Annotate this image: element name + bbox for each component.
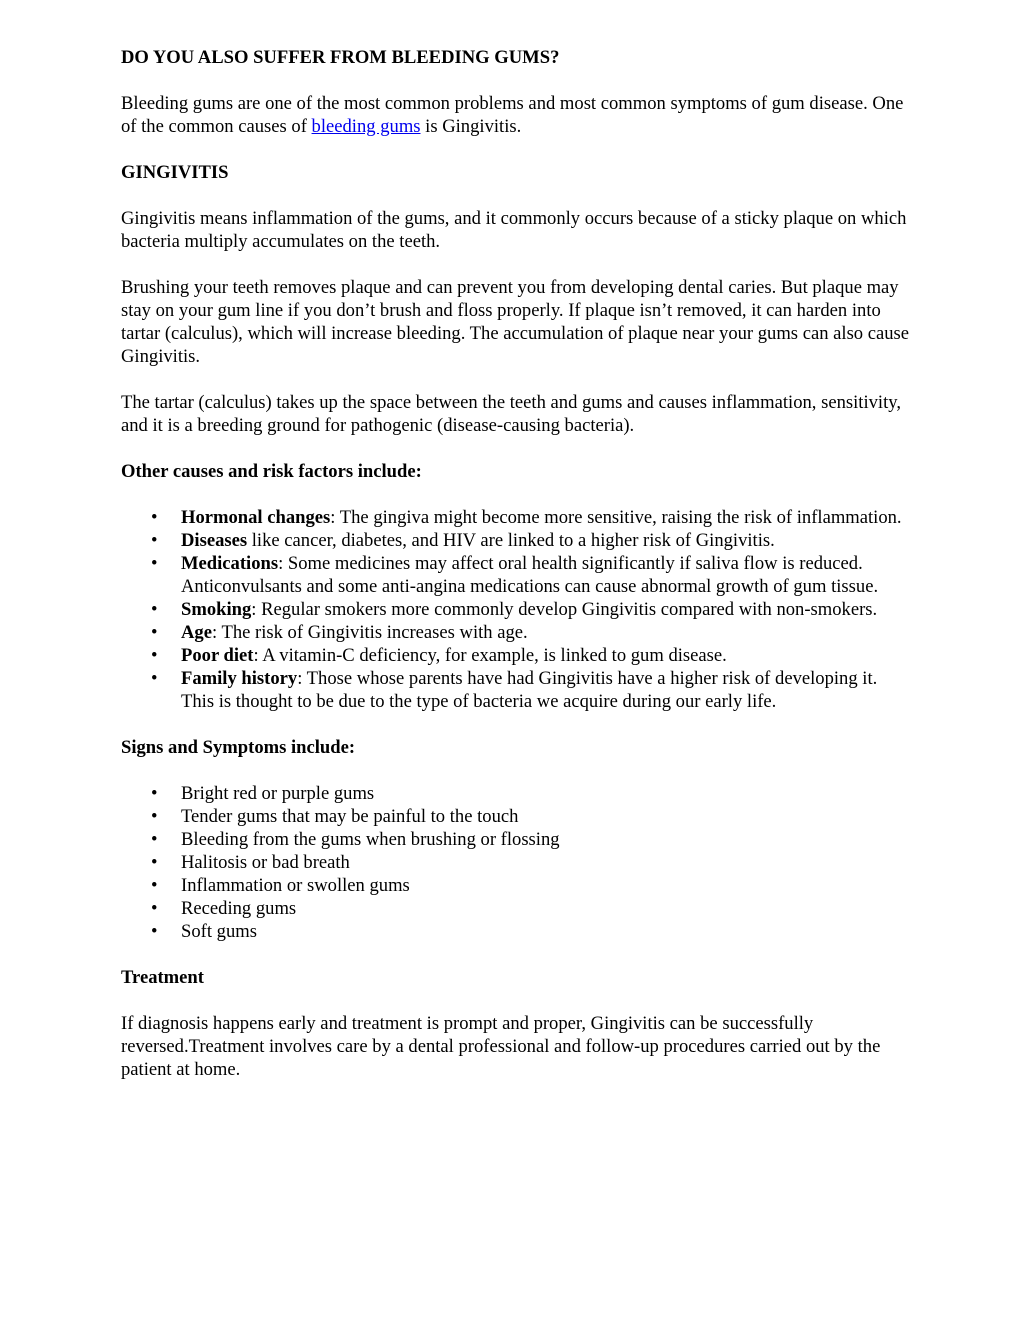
- bullet-icon: •: [151, 553, 158, 574]
- cause-term: Family history: [181, 668, 298, 689]
- signs-list: [121, 782, 911, 943]
- signs-heading: Signs and Symptoms include:: [121, 737, 356, 758]
- cause-text: : The gingiva might become more sensitive, raising the risk of inflammation.: [330, 507, 902, 528]
- list-item: [121, 506, 911, 529]
- cause-text: : Some medicines may affect oral health significantly if saliva flow is reduced. Anticonvulsants and some anti-angina medications can cause abnormal growth of gum tissue.: [181, 553, 879, 597]
- list-item: [121, 598, 911, 621]
- causes-heading: Other causes and risk factors include:: [121, 461, 422, 482]
- treatment-paragraph: If diagnosis happens early and treatment is prompt and proper, Gingivitis can be successfully reversed.Treatment involves care by a dental professional and follow-up procedures carried out by the patient at home.: [121, 1013, 881, 1080]
- bullet-icon: •: [151, 507, 158, 528]
- list-item: [121, 874, 911, 897]
- sign-text: Tender gums that may be painful to the touch: [181, 806, 519, 827]
- cause-term: Age: [181, 622, 212, 643]
- bullet-icon: •: [151, 645, 158, 666]
- bullet-icon: •: [151, 898, 158, 919]
- list-item: [121, 897, 911, 920]
- list-item: [121, 621, 911, 644]
- bullet-icon: •: [151, 530, 158, 551]
- gingivitis-paragraph-1: Gingivitis means inflammation of the gums, and it commonly occurs because of a sticky plaque on which bacteria multiply accumulates on the teeth.: [121, 208, 907, 252]
- intro-text-after: is Gingivitis.: [420, 116, 522, 137]
- intro-paragraph: [121, 92, 911, 138]
- intro-text-before: Bleeding gums are one of the most common problems and most common symptoms of gum disease. One of the common causes of: [121, 93, 904, 137]
- bullet-icon: •: [151, 622, 158, 643]
- cause-term: Hormonal changes: [181, 507, 331, 528]
- gingivitis-paragraph-3: The tartar (calculus) takes up the space between the teeth and gums and causes inflammation, sensitivity, and it is a breeding ground for pathogenic (disease-causing bacteria).: [121, 392, 901, 436]
- list-item: [121, 667, 911, 713]
- list-item: [121, 782, 911, 805]
- cause-term: Poor diet: [181, 645, 254, 666]
- cause-text: : The risk of Gingivitis increases with age.: [211, 622, 528, 643]
- document-page: [121, 46, 911, 1081]
- list-item: [121, 920, 911, 943]
- sign-text: Bleeding from the gums when brushing or flossing: [181, 829, 560, 850]
- bullet-icon: •: [151, 783, 158, 804]
- sign-text: Bright red or purple gums: [181, 783, 375, 804]
- bullet-icon: •: [151, 806, 158, 827]
- gingivitis-paragraph-2: Brushing your teeth removes plaque and can prevent you from developing dental caries. But plaque may stay on your gum line if you don’t brush and floss properly. If plaque isn’t removed, it can harden into tartar (calculus), which will increase bleeding. The accumulation of plaque near your gums can also cause Gingivitis.: [121, 277, 910, 367]
- sign-text: Inflammation or swollen gums: [181, 875, 410, 896]
- list-item: [121, 805, 911, 828]
- sign-text: Soft gums: [181, 921, 257, 942]
- bullet-icon: •: [151, 668, 158, 689]
- bullet-icon: •: [151, 852, 158, 873]
- cause-text: : Regular smokers more commonly develop Gingivitis compared with non-smokers.: [251, 599, 878, 620]
- list-item: [121, 529, 911, 552]
- cause-text: : A vitamin-C deficiency, for example, is linked to gum disease.: [253, 645, 727, 666]
- cause-term: Medications: [181, 553, 279, 574]
- list-item: [121, 828, 911, 851]
- bullet-icon: •: [151, 599, 158, 620]
- causes-list: [121, 506, 911, 713]
- list-item: [121, 644, 911, 667]
- list-item: [121, 851, 911, 874]
- bullet-icon: •: [151, 875, 158, 896]
- treatment-heading: Treatment: [121, 967, 204, 988]
- cause-text: like cancer, diabetes, and HIV are linked to a higher risk of Gingivitis.: [247, 530, 775, 551]
- sign-text: Halitosis or bad breath: [181, 852, 350, 873]
- list-item: [121, 552, 911, 598]
- bullet-icon: •: [151, 829, 158, 850]
- cause-text: : Those whose parents have had Gingivitis have a higher risk of developing it. This is thought to be due to the type of bacteria we acquire during our early life.: [181, 668, 878, 712]
- bullet-icon: •: [151, 921, 158, 942]
- page-title: DO YOU ALSO SUFFER FROM BLEEDING GUMS?: [121, 47, 560, 68]
- cause-term: Smoking: [181, 599, 252, 620]
- bleeding-gums-link[interactable]: bleeding gums: [311, 116, 421, 137]
- sign-text: Receding gums: [181, 898, 297, 919]
- cause-term: Diseases: [181, 530, 248, 551]
- gingivitis-heading: GINGIVITIS: [121, 162, 229, 183]
